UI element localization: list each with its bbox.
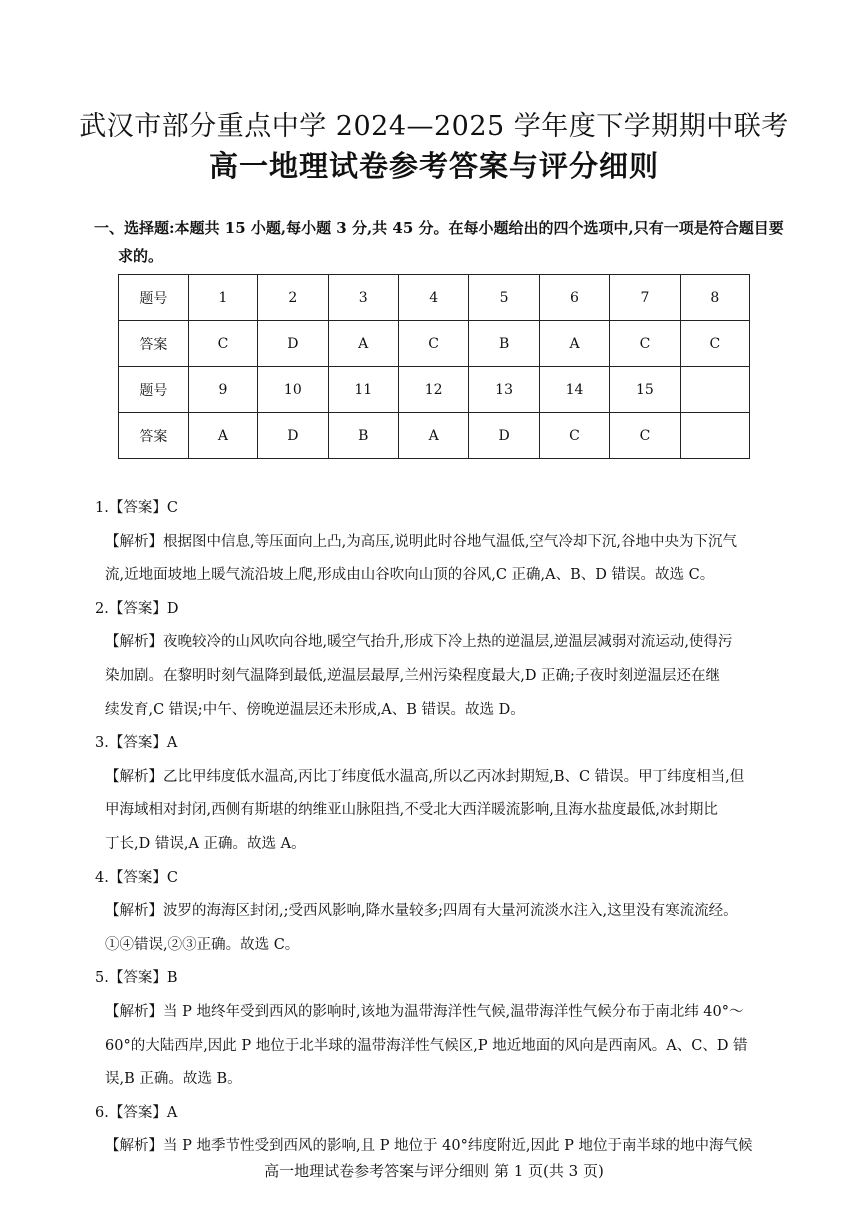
q2-answer-heading: 2.【答案】D <box>95 600 179 617</box>
table-cell: 4 <box>398 275 468 321</box>
table-cell: 答案 <box>119 321 189 367</box>
table-cell: C <box>610 413 680 459</box>
table-cell: C <box>539 413 609 459</box>
document-title: 高一地理试卷参考答案与评分细则 <box>208 149 659 183</box>
q4-explanation-line: 【解析】波罗的海海区封闭,;受西风影响,降水量较多;四周有大量河流淡水注入,这里没有寒流流经。 <box>105 903 738 920</box>
table-cell <box>680 367 749 413</box>
page-footer: 高一地理试卷参考答案与评分细则 第 1 页(共 3 页) <box>264 1162 604 1180</box>
table-cell: B <box>469 321 539 367</box>
table-cell: 6 <box>539 275 609 321</box>
table-cell: 1 <box>188 275 257 321</box>
q5-explanation-line: 60°的大陆西岸,因此 P 地位于北半球的温带海洋性气候区,P 地近地面的风向是西南风。A、C、D 错 <box>105 1037 748 1054</box>
table-cell: 7 <box>610 275 680 321</box>
table-cell: C <box>680 321 749 367</box>
table-row <box>119 367 750 413</box>
instructions-line-1: 一、选择题:本题共 15 小题,每小题 3 分,共 45 分。在每小题给出的四个选项中,只有一项是符合题目要 <box>94 219 784 237</box>
table-cell: 14 <box>539 367 609 413</box>
table-row <box>119 321 750 367</box>
q1-answer-heading: 1.【答案】C <box>95 500 178 516</box>
q1-explanation-line: 【解析】根据图中信息,等压面向上凸,为高压,说明此时谷地气温低,空气冷却下沉,谷地中央为下沉气 <box>105 533 738 550</box>
q1-explanation-line: 流,近地面坡地上暖气流沿坡上爬,形成由山谷吹向山顶的谷风,C 正确,A、B、D 错误。故选 C。 <box>105 567 715 584</box>
table-cell: C <box>188 321 257 367</box>
q3-explanation-line: 【解析】乙比甲纬度低水温高,丙比丁纬度低水温高,所以乙丙冰封期短,B、C 错误。甲丁纬度相当,但 <box>105 768 745 785</box>
q4-explanation-line: ①④错误,②③正确。故选 C。 <box>105 936 300 953</box>
table-row <box>119 413 750 459</box>
table-cell: 答案 <box>119 413 189 459</box>
answer-table <box>118 274 750 459</box>
q3-explanation-line: 甲海域相对封闭,西侧有斯堪的纳维亚山脉阻挡,不受北大西洋暖流影响,且海水盐度最低,冰封期比 <box>105 802 718 819</box>
table-cell <box>680 413 749 459</box>
q6-explanation-line: 【解析】当 P 地季节性受到西风的影响,且 P 地位于 40°纬度附近,因此 P 地位于南半球的地中海气候 <box>105 1138 753 1155</box>
table-cell: 2 <box>258 275 328 321</box>
table-cell: 题号 <box>119 275 189 321</box>
table-cell: 题号 <box>119 367 189 413</box>
q5-explanation-line: 【解析】当 P 地终年受到西风的影响时,该地为温带海洋性气候,温带海洋性气候分布于南北纬 40°～ <box>105 1003 744 1020</box>
section-instructions <box>94 214 784 270</box>
table-cell: 12 <box>398 367 468 413</box>
q2-explanation-line: 染加剧。在黎明时刻气温降到最低,逆温层最厚,兰州污染程度最大,D 正确;子夜时刻逆温层还在继 <box>105 667 720 684</box>
table-cell: 9 <box>188 367 257 413</box>
q2-explanation-line: 续发育,C 错误;中午、傍晚逆温层还未形成,A、B 错误。故选 D。 <box>105 701 525 718</box>
table-cell: 3 <box>328 275 398 321</box>
q6-answer-heading: 6.【答案】A <box>95 1104 178 1121</box>
q5-answer-heading: 5.【答案】B <box>95 970 178 987</box>
table-cell: D <box>469 413 539 459</box>
exam-title: 武汉市部分重点中学 2024—2025 学年度下学期期中联考 <box>79 111 789 142</box>
table-cell: 13 <box>469 367 539 413</box>
table-cell: B <box>328 413 398 459</box>
table-row <box>119 275 750 321</box>
table-cell: D <box>258 413 328 459</box>
instructions-line-2: 求的。 <box>118 247 164 265</box>
q2-explanation-line: 【解析】夜晚较冷的山风吹向谷地,暖空气抬升,形成下冷上热的逆温层,逆温层减弱对流运动,使得污 <box>105 634 733 651</box>
table-cell: A <box>539 321 609 367</box>
table-cell: A <box>328 321 398 367</box>
q3-explanation-line: 丁长,D 错误,A 正确。故选 A。 <box>105 835 306 852</box>
q5-explanation-line: 误,B 正确。故选 B。 <box>105 1071 242 1088</box>
table-cell: C <box>610 321 680 367</box>
answer-explanations <box>95 492 779 1164</box>
table-cell: 8 <box>680 275 749 321</box>
table-cell: C <box>398 321 468 367</box>
table-cell: A <box>188 413 257 459</box>
table-cell: 11 <box>328 367 398 413</box>
table-cell: 15 <box>610 367 680 413</box>
table-cell: A <box>398 413 468 459</box>
q4-answer-heading: 4.【答案】C <box>95 869 178 886</box>
q3-answer-heading: 3.【答案】A <box>95 735 178 752</box>
table-cell: 5 <box>469 275 539 321</box>
table-cell: D <box>258 321 328 367</box>
table-cell: 10 <box>258 367 328 413</box>
